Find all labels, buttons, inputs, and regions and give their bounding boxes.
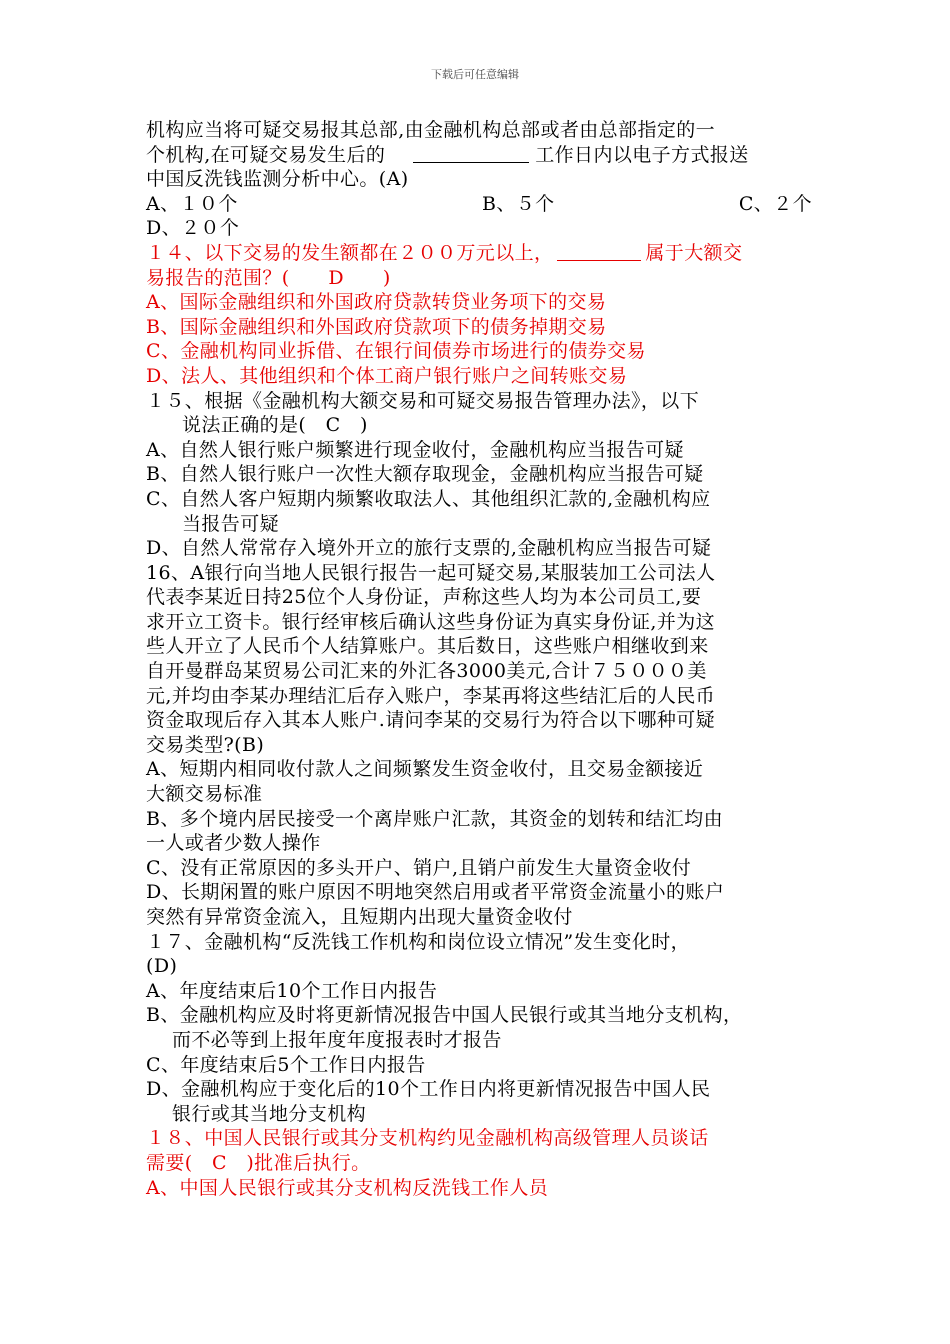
- q16-option-a-line1: A、短期内相同收付款人之间频繁发生资金收付，且交易金额接近: [146, 758, 704, 781]
- q13-option-b: B、５个: [482, 192, 555, 215]
- q15-line1: １５、根据《金融机构大额交易和可疑交易报告管理办法》，以下: [146, 389, 700, 412]
- q16-option-d-line2: 突然有异常资金流入，且短期内出现大量资金收付: [146, 906, 573, 928]
- q15-option-b: B、自然人银行账户一次性大额存取现金，金融机构应当报告可疑: [146, 463, 704, 486]
- q16-option-d-line1: D、长期闲置的账户原因不明地突然启用或者平常资金流量小的账户: [146, 881, 725, 904]
- q14-option-d: D、法人、其他组织和个体工商户银行账户之间转账交易: [146, 364, 628, 387]
- q17-option-c: C、年度结束后5个工作日内报告: [146, 1053, 426, 1076]
- q17-option-a: A、年度结束后10个工作日内报告: [146, 979, 438, 1002]
- q17-option-d-line2: 银行或其当地分支机构: [172, 1102, 367, 1125]
- q16-option-a-line2: 大额交易标准: [146, 783, 263, 806]
- q16-option-c: C、没有正常原因的多头开户、销户,且销户前发生大量资金收付: [146, 856, 692, 879]
- page-header: 下载后可任意编辑: [431, 68, 519, 81]
- q18-line1: １８、中国人民银行或其分支机构约见金融机构高级管理人员谈话: [146, 1127, 709, 1150]
- q16-option-b-line1: B、多个境内居民接受一个离岸账户汇款，其资金的划转和结汇均由: [146, 807, 723, 830]
- q13-line2: [146, 143, 812, 168]
- q15-option-c-line1: C、自然人客户短期内频繁收取法人、其他组织汇款的,金融机构应: [146, 487, 711, 510]
- q13-line1: 机构应当将可疑交易报其总部,由金融机构总部或者由总部指定的一: [146, 119, 716, 141]
- q16-option-b-line2: 一人或者少数人操作: [146, 832, 321, 855]
- q15-option-d: D、自然人常常存入境外开立的旅行支票的,金融机构应当报告可疑: [146, 537, 712, 560]
- q16-stem-line: 代表李某近日持25位个人身份证，声称这些人均为本公司员工,要: [146, 586, 702, 609]
- q17-option-b-line1: B、金融机构应及时将更新情况报告中国人民银行或其当地分支机构，: [146, 1004, 743, 1027]
- q18-option-a: A、中国人民银行或其分支机构反洗钱工作人员: [146, 1176, 549, 1199]
- q14-option-a: A、国际金融组织和外国政府贷款转贷业务项下的交易: [146, 291, 607, 314]
- q16-stem-line: 些人开立了人民币个人结算账户。其后数日，这些账户相继收到来: [146, 635, 709, 658]
- q16-stem-line: 交易类型?(B): [146, 733, 265, 756]
- q13-line2-post: 工作日内以电子方式报送: [535, 143, 749, 166]
- q13-option-c: C、２个: [738, 192, 812, 215]
- q13-line2-pre: 个机构,在可疑交易发生后的: [146, 143, 386, 166]
- document-body: [146, 118, 812, 1200]
- q13-option-d: D、２０个: [146, 217, 240, 240]
- q16-stem-line: 元,并均由李某办理结汇后存入账户，李某再将这些结汇后的人民币: [146, 684, 716, 707]
- q13-options-row: [146, 192, 812, 217]
- q14-line1-post: 属于大额交: [645, 241, 743, 264]
- q13-line3: 中国反洗钱监测分析中心。(A): [146, 168, 409, 191]
- q14-line1-pre: １４、以下交易的发生额都在２００万元以上，: [146, 241, 554, 264]
- q17-option-b-line2: 而不必等到上报年度年度报表时才报告: [172, 1028, 502, 1051]
- q13-answer-blank: [413, 144, 529, 163]
- q15-line2: 说法正确的是( C ): [182, 414, 368, 437]
- q16-stem-line: 自开曼群岛某贸易公司汇来的外汇各3000美元,合计７５０００美: [146, 660, 707, 683]
- q13-option-a: A、１０个: [146, 192, 238, 215]
- q14-answer-blank: [557, 242, 641, 261]
- q17-line1: １７、金融机构“反洗钱工作机构和岗位设立情况”发生变化时，: [146, 930, 691, 953]
- q16-stem-line: 资金取现后存入其本人账户.请问李某的交易行为符合以下哪种可疑: [146, 709, 716, 732]
- q14-line2: 易报告的范围？( D ): [146, 266, 391, 289]
- q16-stem-line: 求开立工资卡。银行经审核后确认这些身份证为真实身份证,并为这: [146, 610, 716, 633]
- q14-line1: [146, 241, 812, 266]
- q18-line2: 需要( C )批准后执行。: [146, 1151, 371, 1174]
- q17-option-d-line1: D、金融机构应于变化后的10个工作日内将更新情况报告中国人民: [146, 1078, 711, 1101]
- q16-stem-line: 16、A银行向当地人民银行报告一起可疑交易,某服装加工公司法人: [146, 561, 716, 584]
- q15-option-a: A、自然人银行账户频繁进行现金收付，金融机构应当报告可疑: [146, 438, 684, 461]
- q14-option-c: C、金融机构同业拆借、在银行间债券市场进行的债券交易: [146, 340, 646, 363]
- q15-option-c-line2: 当报告可疑: [182, 512, 280, 535]
- q14-option-b: B、国际金融组织和外国政府贷款项下的债务掉期交易: [146, 315, 607, 338]
- q17-line2: (D): [146, 955, 178, 978]
